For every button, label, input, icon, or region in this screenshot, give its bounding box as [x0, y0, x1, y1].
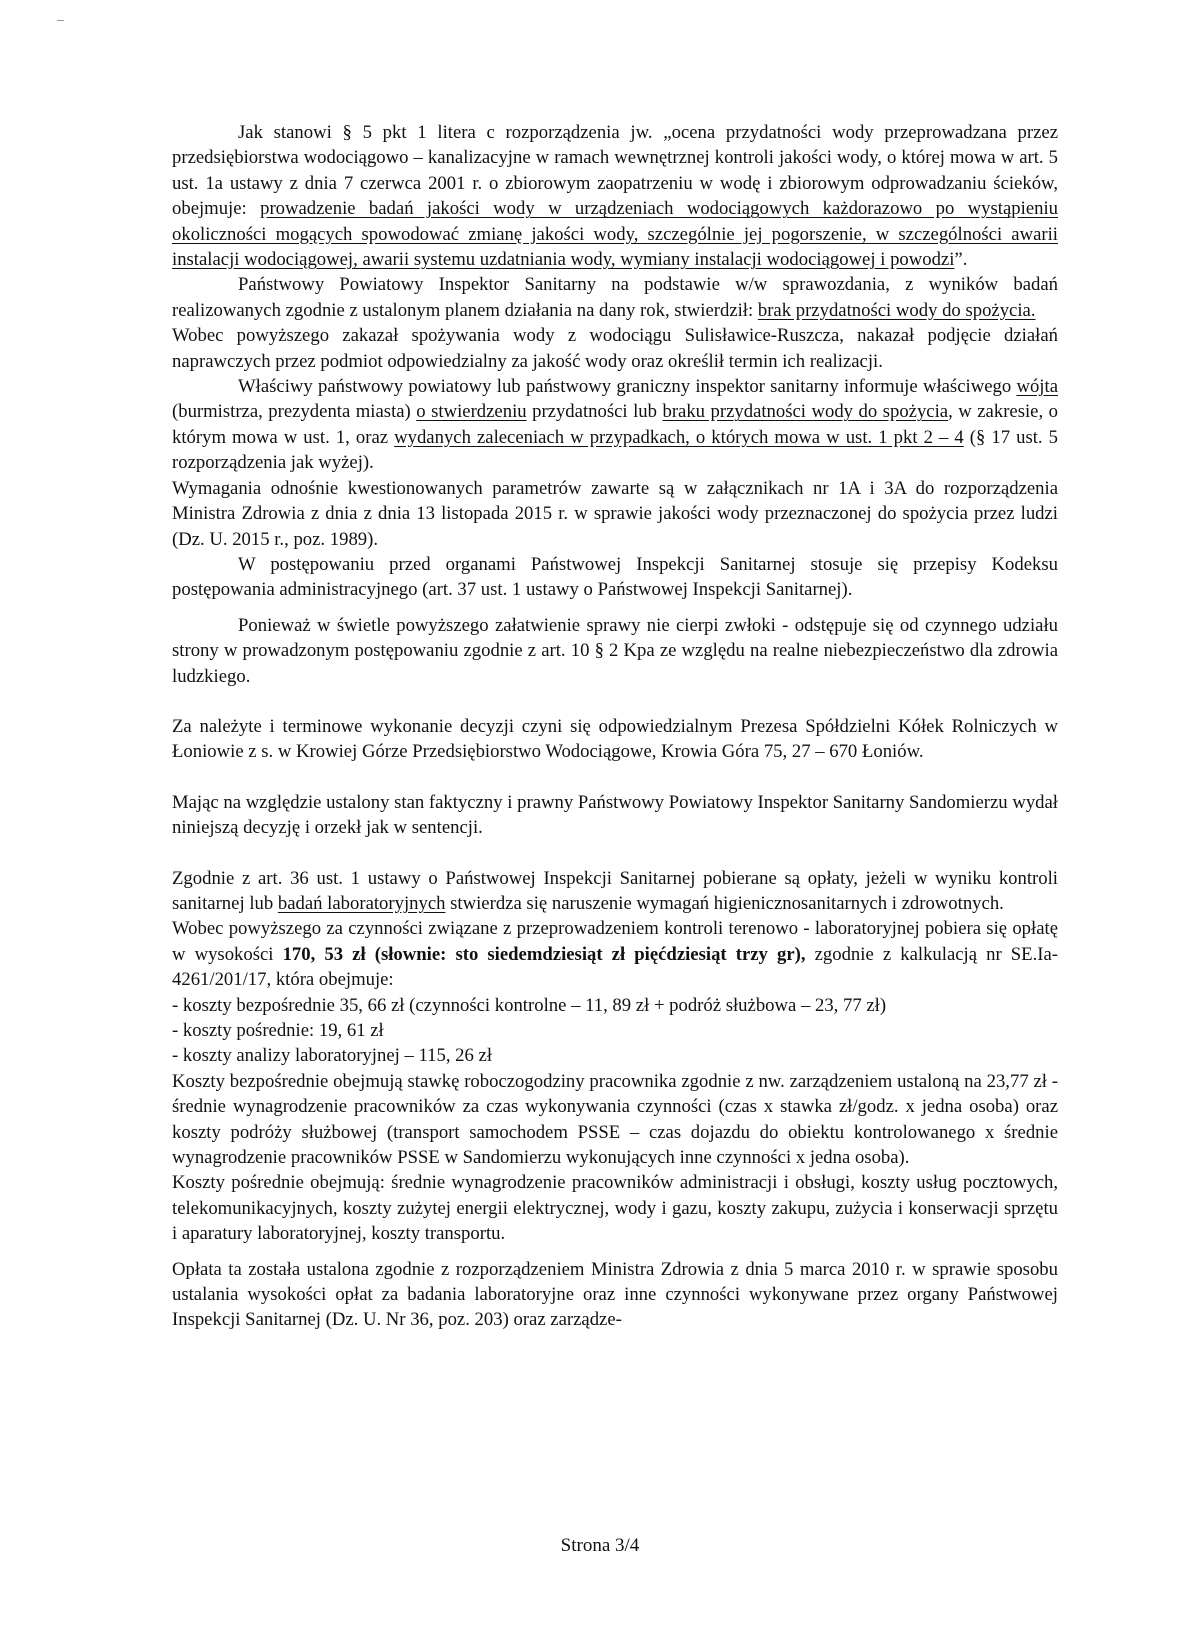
- text-run: przydatności lub: [526, 401, 663, 423]
- underlined-phrase: badań laboratoryjnych: [277, 892, 446, 914]
- paragraph: [172, 476, 1058, 552]
- text-run: Jak stanowi § 5 pkt 1 litera c rozporządzenia jw. „ocena przydatności wody przeprowadzana przez przedsiębiorstwa wodociągowo – kanalizacyjne w ramach wewnętrznej kontroli jakości wody, o której mowa w art. 5 ust. 1a ustawy z dnia 7 czerwca 2001 r. o zbiorowym zaopatrzeniu w wodę i zbiorowym odprowadzaniu ścieków, obejmuje:: [172, 122, 1058, 220]
- text-run: , w zakresie, o którym mowa w ust. 1, oraz: [172, 401, 1058, 448]
- text-run: Koszty pośrednie obejmują: średnie wynagrodzenie pracowników administracji i obsługi, koszty usług pocztowych, telekomunikacyjnych, koszty zużytej energii elektrycznej, wody i gazu, koszty zakupu, zużycia i konserwacji sprzętu i aparatury laboratoryjnej, koszty transportu.: [172, 1172, 1058, 1245]
- paragraph: [172, 916, 1058, 992]
- paragraph: [172, 1069, 1058, 1171]
- text-run: Opłata ta została ustalona zgodnie z rozporządzeniem Ministra Zdrowia z dnia 5 marca 2010 r. w sprawie sposobu ustalania wysokości opłat za badania laboratoryjne oraz inne czynności wykonywane przez organy Państwowej Inspekcji Sanitarnej (Dz. U. Nr 36, poz. 203) oraz zarządze-: [172, 1258, 1058, 1331]
- text-run: stwierdza się naruszenie wymagań higienicznosanitarnych i zdrowotnych.: [445, 892, 1004, 914]
- underlined-phrase: o stwierdzeniu: [416, 401, 527, 423]
- paragraph: [172, 272, 1058, 323]
- text-run: (burmistrza, prezydenta miasta): [172, 401, 417, 423]
- text-run: Mając na względzie ustalony stan faktyczny i prawny Państwowy Powiatowy Inspektor Sanitarny Sandomierzu wydał niniejszą decyzję i orzekł jak w sentencji.: [172, 791, 1058, 839]
- paragraph: [172, 1018, 1058, 1043]
- paragraph: [172, 866, 1058, 917]
- text-run: Koszty bezpośrednie obejmują stawkę roboczogodziny pracownika zgodnie z nw. zarządzeniem ustaloną na 23,77 zł - średnie wynagrodzenie pracowników za czas wykonywania czynności (czas x stawka zł/godz. x jedna osoba) oraz koszty podróży służbowej (transport samochodem PSSE – czas dojazdu do obiektu kontrolowanego x średnie wynagrodzenie pracowników PSSE w Sandomierzu wykonujących inne czynności x jedna osoba).: [172, 1070, 1058, 1169]
- paragraph: [172, 323, 1058, 374]
- underlined-phrase: wydanych zaleceniach w przypadkach, o których mowa w ust. 1 pkt 2 – 4: [394, 426, 964, 448]
- text-run: Zgodnie z art. 36 ust. 1 ustawy o Państwowej Inspekcji Sanitarnej pobierane są opłaty, jeżeli w wyniku kontroli sanitarnej lub: [172, 867, 1058, 914]
- document-body: [172, 120, 1058, 1333]
- text-run: zgodnie z kalkulacją nr SE.Ia-4261/201/17, która obejmuje:: [172, 943, 1058, 991]
- underlined-phrase: wójta: [1016, 376, 1058, 398]
- underlined-phrase: brak przydatności wody do spożycia.: [757, 299, 1036, 321]
- text-run: Za należyte i terminowe wykonanie decyzji czyni się odpowiedzialnym Prezesa Spółdzielni Kółek Rolniczych w Łoniowie z s. w Krowiej Górze Przedsiębiorstwo Wodociągowe, Krowia Góra 75, 27 – 670 Łoniów.: [172, 715, 1058, 763]
- paragraph: [172, 1257, 1058, 1333]
- text-run: - koszty pośrednie: 19, 61 zł: [172, 1020, 384, 1041]
- paragraph: [172, 714, 1058, 765]
- text-run: Wobec powyższego za czynności związane z przeprowadzeniem kontroli terenowo - laboratoryjnej pobiera się opłatę w wysokości: [172, 918, 1058, 965]
- text-run: W postępowaniu przed organami Państwowej Inspekcji Sanitarnej stosuje się przepisy Kodeksu postępowania administracyjnego (art. 37 ust. 1 ustawy o Państwowej Inspekcji Sanitarnej).: [172, 553, 1058, 601]
- paragraph: [172, 993, 1058, 1018]
- paragraph: [172, 613, 1058, 689]
- paragraph: [172, 1043, 1058, 1068]
- page-number: Strona 3/4: [560, 1535, 640, 1556]
- underlined-phrase: prowadzenie badań jakości wody w urządzeniach wodociągowych każdorazowo po wystąpieniu okoliczności mogących spowodować zmianę jakości wody, szczególnie jej pogorszenie, w szczególności awarii instalacji wodociągowej, awarii systemu uzdatniania wody, wymiany instalacji wodociągowej i powodzi: [172, 198, 1058, 271]
- underlined-phrase: braku przydatności wody do spożycia: [662, 401, 949, 423]
- paragraph: [172, 374, 1058, 476]
- paragraph: [172, 552, 1058, 603]
- text-run: Państwowy Powiatowy Inspektor Sanitarny na podstawie w/w sprawozdania, z wyników badań realizowanych zgodnie z ustalonym planem działania na dany rok, stwierdził:: [172, 274, 1058, 321]
- text-run: Wobec powyższego zakazał spożywania wody z wodociągu Sulisławice-Ruszcza, nakazał podjęcie działań naprawczych przez podmiot odpowiedzialny za jakość wody oraz określił termin ich realizacji.: [172, 325, 1058, 372]
- text-run: Ponieważ w świetle powyższego załatwienie sprawy nie cierpi zwłoki - odstępuje się od czynnego udziału strony w prowadzonym postępowaniu zgodnie z art. 10 § 2 Kpa ze względu na realne niebezpieczeństwo dla zdrowia ludzkiego.: [172, 614, 1058, 687]
- scan-mark: [57, 20, 64, 21]
- text-run: - koszty analizy laboratoryjnej – 115, 26 zł: [172, 1045, 493, 1067]
- text-run: Właściwy państwowy powiatowy lub państwowy graniczny inspektor sanitarny informuje właściwego: [238, 376, 1017, 398]
- paragraph: [172, 790, 1058, 841]
- bold-amount: 170, 53 zł (słownie: sto siedemdziesiąt zł pięćdziesiąt trzy gr),: [282, 943, 806, 965]
- paragraph: [172, 1170, 1058, 1246]
- paragraph: [172, 120, 1058, 272]
- text-run: Wymagania odnośnie kwestionowanych parametrów zawarte są w załącznikach nr 1A i 3A do rozporządzenia Ministra Zdrowia z dnia z dnia 13 listopada 2015 r. w sprawie jakości wody przeznaczonej do spożycia przez ludzi (Dz. U. 2015 r., poz. 1989).: [172, 477, 1058, 550]
- text-run: (§ 17 ust. 5 rozporządzenia jak wyżej).: [172, 426, 1058, 474]
- text-run: - koszty bezpośrednie 35, 66 zł (czynności kontrolne – 11, 89 zł + podróż służbowa – 23, 77 zł): [172, 994, 887, 1016]
- text-run: ”.: [954, 249, 968, 271]
